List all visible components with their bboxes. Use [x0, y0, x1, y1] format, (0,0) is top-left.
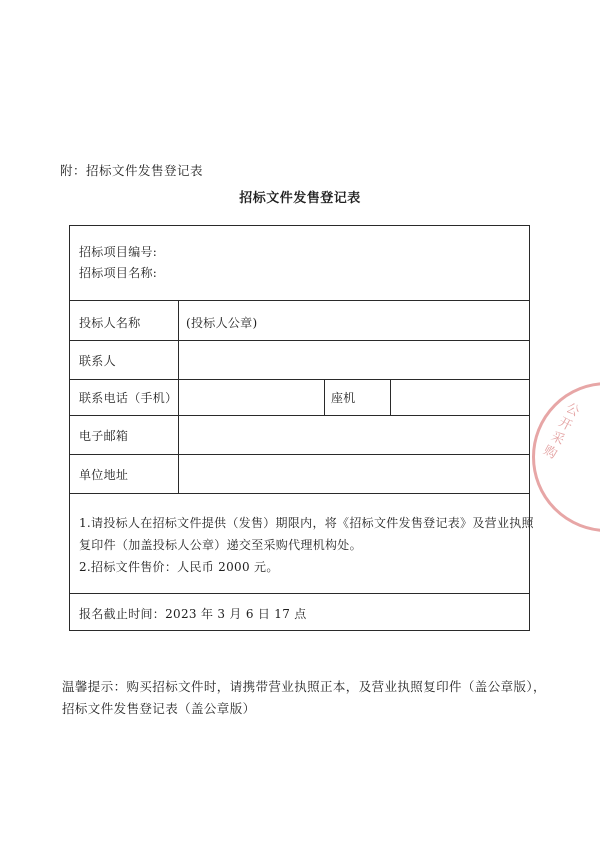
note-line-3: 2.招标文件售价：人民币 2000 元。: [79, 560, 279, 574]
address-field[interactable]: [179, 455, 529, 492]
landline-field[interactable]: [391, 380, 529, 414]
seal-lettering: 公 开 采 购: [540, 400, 582, 463]
note-line-2: 复印件（加盖投标人公章）递交至采购代理机构处。: [79, 538, 362, 552]
email-field[interactable]: [179, 416, 529, 453]
project-name-label: 招标项目名称:: [79, 266, 158, 280]
phone-label: 联系电话（手机）: [79, 391, 178, 405]
contact-field[interactable]: [179, 341, 529, 378]
reminder-text: 温馨提示：购买招标文件时，请携带营业执照正本，及营业执照复印件（盖公章版），招标文件发售登记表（盖公章版）: [62, 679, 546, 716]
bidder-seal-placeholder: (投标人公章): [186, 316, 258, 330]
column-divider: [324, 379, 325, 415]
landline-label: 座机: [331, 391, 356, 405]
deadline-text: 报名截止时间：2023 年 3 月 6 日 17 点: [79, 607, 307, 621]
project-number-label: 招标项目编号:: [79, 245, 158, 259]
row-divider: [70, 300, 529, 301]
email-label: 电子邮箱: [79, 429, 129, 443]
note-line-1: 1.请投标人在招标文件提供（发售）期限内，将《招标文件发售登记表》及营业执照: [79, 516, 534, 530]
row-divider: [70, 593, 529, 594]
registration-form-table: [69, 225, 534, 631]
row-divider: [70, 493, 529, 494]
address-label: 单位地址: [79, 468, 129, 482]
bidder-name-label: 投标人名称: [79, 316, 141, 330]
form-title: 招标文件发售登记表: [239, 191, 361, 206]
attachment-label: 附：招标文件发售登记表: [60, 163, 204, 178]
contact-label: 联系人: [79, 354, 116, 368]
phone-field[interactable]: [179, 380, 323, 414]
